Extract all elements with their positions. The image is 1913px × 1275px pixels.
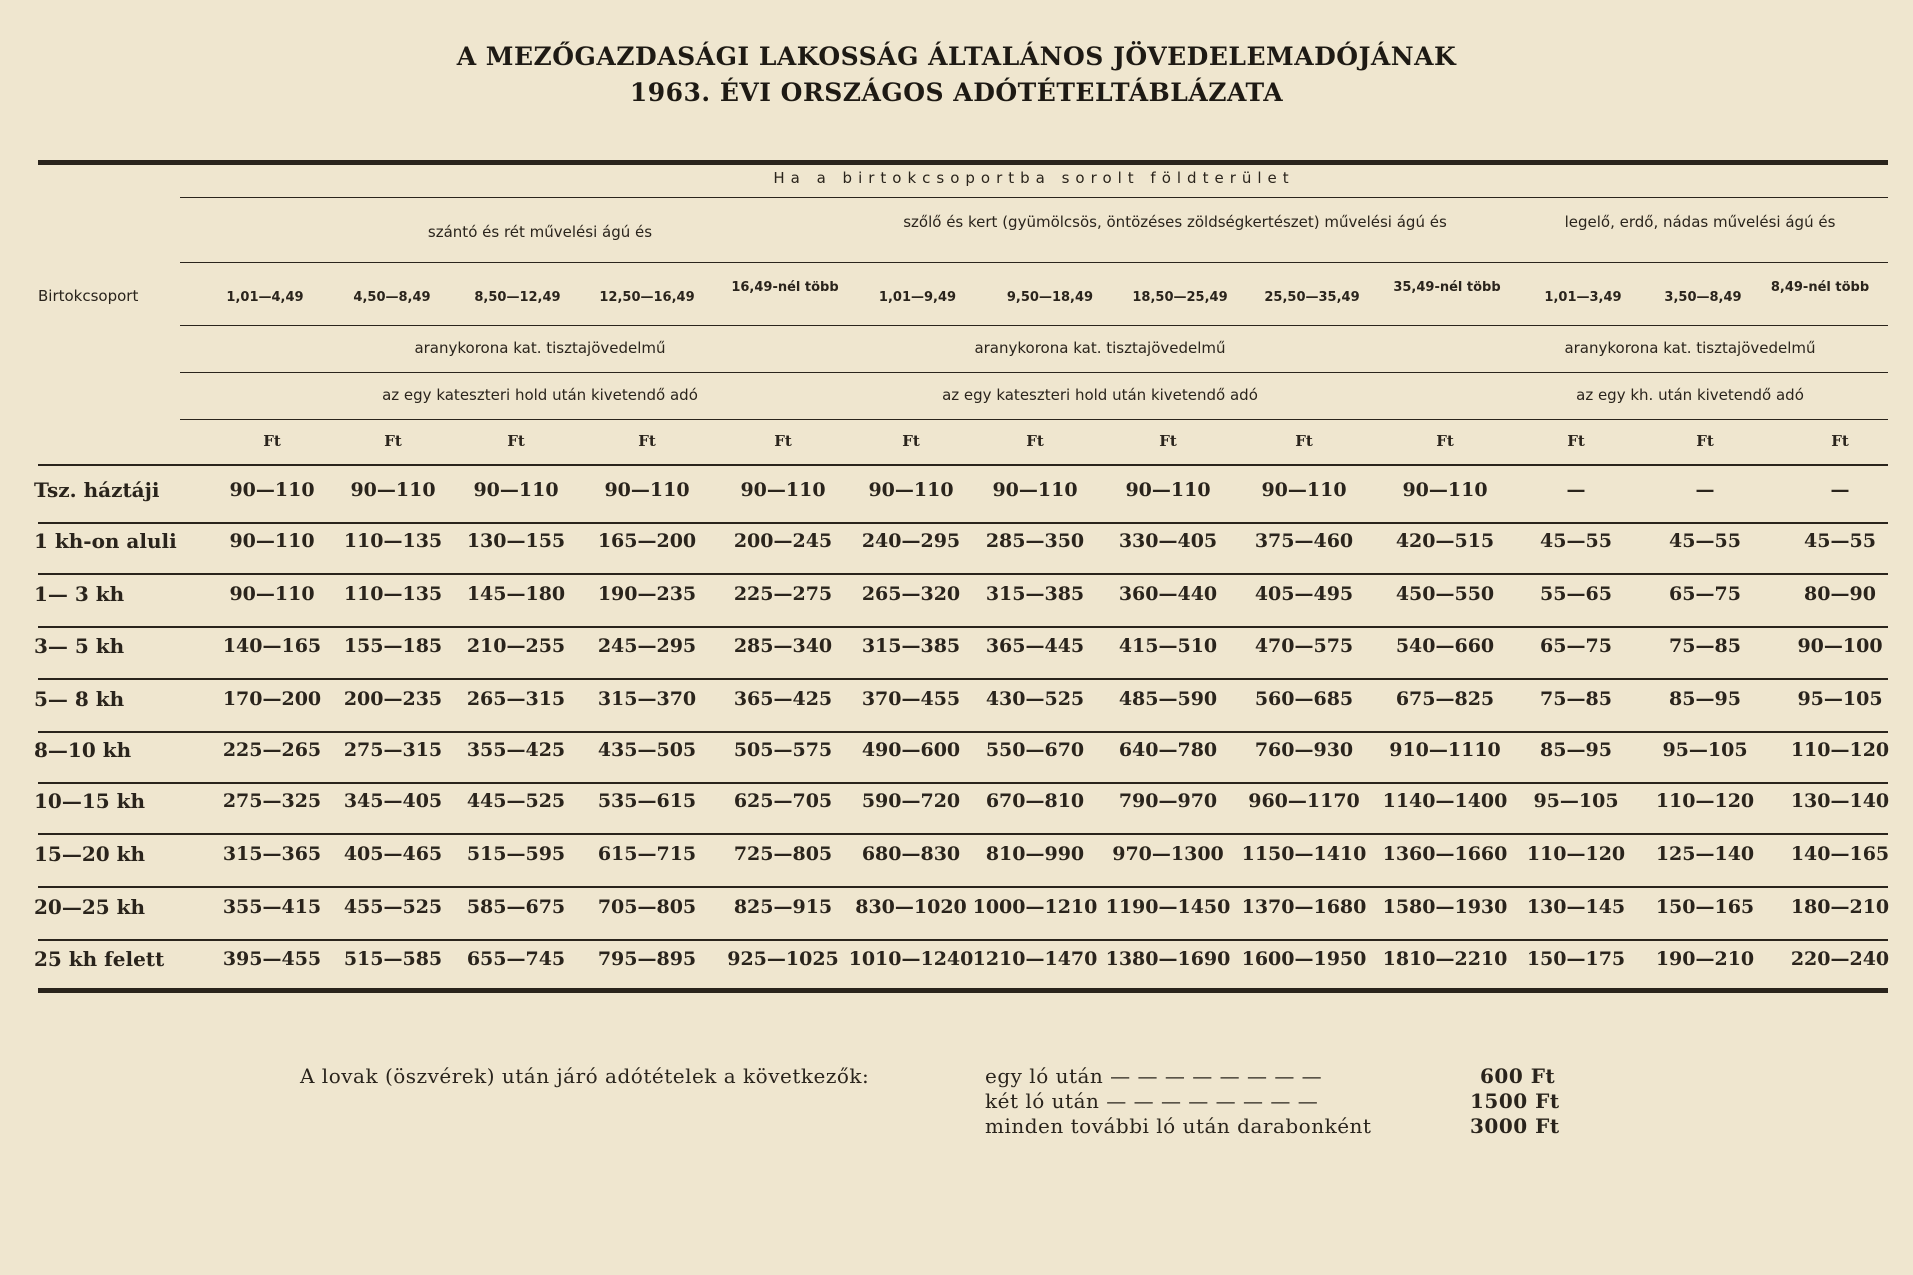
tax-rate-cell: 505—575 xyxy=(733,739,833,761)
horse-tax-amount-3: 3000 Ft xyxy=(1470,1114,1560,1138)
document-title-line-1: A MEZŐGAZDASÁGI LAKOSSÁG ÁLTALÁNOS JÖVEDELEMADÓJÁNAK xyxy=(456,42,1457,71)
range-header: 3,50—8,49 xyxy=(1664,290,1742,305)
tax-rate-cell: 640—780 xyxy=(1118,739,1218,761)
range-header: 4,50—8,49 xyxy=(353,290,431,305)
tax-rate-cell: 355—415 xyxy=(222,896,322,918)
row-separator xyxy=(38,731,1888,733)
range-header: 35,49-nél több xyxy=(1393,280,1501,295)
tax-rate-cell: 155—185 xyxy=(343,635,443,657)
tax-rate-cell: 970—1300 xyxy=(1112,843,1224,865)
tax-rate-cell: 245—295 xyxy=(597,635,697,657)
unit-header-ft: Ft xyxy=(1696,432,1714,450)
unit-header-ft: Ft xyxy=(507,432,525,450)
tax-rate-cell: 675—825 xyxy=(1395,688,1495,710)
tax-rate-cell: 90—110 xyxy=(868,479,954,501)
tax-rate-cell: 315—385 xyxy=(985,583,1085,605)
tax-rate-cell: 375—460 xyxy=(1254,530,1354,552)
tax-rate-cell: 455—525 xyxy=(343,896,443,918)
tax-rate-cell: 590—720 xyxy=(861,790,961,812)
group-label-arable: szántó és rét művelési ágú és xyxy=(427,223,653,241)
tax-rate-cell: 85—95 xyxy=(1540,739,1612,761)
tax-rate-cell: 360—440 xyxy=(1118,583,1218,605)
tax-rate-cell: 515—595 xyxy=(466,843,566,865)
tax-rate-cell: 315—365 xyxy=(222,843,322,865)
tax-rate-cell: 1370—1680 xyxy=(1241,896,1367,918)
tax-rate-cell: 810—990 xyxy=(985,843,1085,865)
tax-rate-cell: 45—55 xyxy=(1669,530,1741,552)
tax-rate-cell: 75—85 xyxy=(1540,688,1612,710)
range-header: 1,01—9,49 xyxy=(878,290,957,305)
income-label-arable: aranykorona kat. tisztajövedelmű xyxy=(414,339,666,357)
tax-rate-cell: 140—165 xyxy=(222,635,322,657)
tax-rate-cell: 140—165 xyxy=(1790,843,1890,865)
row-separator xyxy=(38,833,1888,835)
tax-rate-cell: 110—120 xyxy=(1790,739,1890,761)
tax-rate-cell: 760—930 xyxy=(1254,739,1354,761)
tax-rate-cell: 265—320 xyxy=(861,583,961,605)
tax-rate-cell: 1380—1690 xyxy=(1105,948,1231,970)
horse-tax-label-1: egy ló után — — — — — — — — xyxy=(985,1064,1323,1088)
tax-rate-cell: 395—455 xyxy=(222,948,322,970)
tax-rate-cell: 960—1170 xyxy=(1248,790,1360,812)
tax-rate-cell: 415—510 xyxy=(1118,635,1218,657)
tax-rate-cell: 1600—1950 xyxy=(1241,948,1367,970)
tax-rate-cell: 65—75 xyxy=(1669,583,1741,605)
tax-rate-cell: 45—55 xyxy=(1540,530,1612,552)
tax-rate-cell: — xyxy=(1830,479,1850,501)
unit-header-ft: Ft xyxy=(1831,432,1849,450)
tax-rate-cell: 315—385 xyxy=(861,635,961,657)
table-top-rule xyxy=(38,160,1888,165)
row-separator xyxy=(38,522,1888,524)
row-label: 10—15 kh xyxy=(34,789,146,813)
row-label: 3— 5 kh xyxy=(34,634,125,658)
tax-rate-cell: 200—235 xyxy=(343,688,443,710)
tax-rate-cell: 1810—2210 xyxy=(1382,948,1508,970)
tax-rate-cell: 435—505 xyxy=(597,739,697,761)
tax-rate-cell: 420—515 xyxy=(1395,530,1495,552)
tax-rate-cell: 725—805 xyxy=(733,843,833,865)
tax-rate-cell: 485—590 xyxy=(1118,688,1218,710)
tax-rate-cell: 90—110 xyxy=(740,479,826,501)
tax-label-arable: az egy kateszteri hold után kivetendő adó xyxy=(382,386,698,404)
tax-rate-cell: 150—175 xyxy=(1526,948,1626,970)
row-label: 15—20 kh xyxy=(34,842,146,866)
tax-rate-cell: 110—135 xyxy=(343,583,443,605)
tax-rate-cell: 515—585 xyxy=(343,948,443,970)
tax-rate-cell: 625—705 xyxy=(733,790,833,812)
header-rule-3 xyxy=(180,325,1888,326)
range-header: 1,01—3,49 xyxy=(1544,290,1622,305)
tax-rate-cell: 655—745 xyxy=(466,948,566,970)
tax-rate-cell: 1580—1930 xyxy=(1382,896,1508,918)
tax-rate-cell: 110—120 xyxy=(1526,843,1626,865)
tax-rate-cell: 90—110 xyxy=(1402,479,1488,501)
range-header: 16,49-nél több xyxy=(731,280,839,295)
header-rule-4 xyxy=(180,372,1888,373)
unit-header-ft: Ft xyxy=(902,432,920,450)
range-header: 8,49-nél több xyxy=(1770,280,1870,295)
tax-rate-cell: 365—425 xyxy=(733,688,833,710)
tax-rate-cell: 95—105 xyxy=(1662,739,1748,761)
row-label: 1 kh-on aluli xyxy=(34,529,177,553)
tax-rate-cell: 150—165 xyxy=(1655,896,1755,918)
tax-rate-cell: 85—95 xyxy=(1669,688,1741,710)
row-label: 20—25 kh xyxy=(34,895,146,919)
tax-rate-cell: 95—105 xyxy=(1533,790,1619,812)
unit-header-ft: Ft xyxy=(638,432,656,450)
tax-rate-cell: 910—1110 xyxy=(1389,739,1501,761)
unit-header-ft: Ft xyxy=(1026,432,1044,450)
tax-rate-cell: 1190—1450 xyxy=(1105,896,1231,918)
tax-rate-cell: — xyxy=(1695,479,1715,501)
unit-header-ft: Ft xyxy=(1436,432,1454,450)
tax-rate-cell: 285—340 xyxy=(733,635,833,657)
tax-rate-cell: 90—110 xyxy=(992,479,1078,501)
row-label: Tsz. háztáji xyxy=(34,478,160,502)
tax-rate-cell: 705—805 xyxy=(597,896,697,918)
range-header: 18,50—25,49 xyxy=(1132,290,1228,305)
tax-rate-cell: 355—425 xyxy=(466,739,566,761)
tax-rate-cell: 825—915 xyxy=(733,896,833,918)
tax-rate-cell: 470—575 xyxy=(1254,635,1354,657)
header-rule-2 xyxy=(180,262,1888,263)
header-rule-1 xyxy=(180,197,1888,198)
tax-rate-cell: 830—1020 xyxy=(855,896,967,918)
tax-rate-cell: 130—155 xyxy=(466,530,566,552)
tax-rate-cell: 1150—1410 xyxy=(1241,843,1367,865)
range-header: 25,50—35,49 xyxy=(1264,290,1360,305)
tax-label-vineyard: az egy kateszteri hold után kivetendő adó xyxy=(942,386,1258,404)
tax-rate-cell: 370—455 xyxy=(861,688,961,710)
row-separator xyxy=(38,886,1888,888)
tax-rate-cell: 790—970 xyxy=(1118,790,1218,812)
unit-header-ft: Ft xyxy=(384,432,402,450)
document-title-line-2: 1963. ÉVI ORSZÁGOS ADÓTÉTELTÁBLÁZATA xyxy=(629,78,1284,107)
tax-rate-cell: 240—295 xyxy=(861,530,961,552)
tax-rate-cell: 550—670 xyxy=(985,739,1085,761)
tax-rate-cell: 450—550 xyxy=(1395,583,1495,605)
row-separator xyxy=(38,939,1888,941)
horse-tax-intro: A lovak (öszvérek) után járó adótételek a következők: xyxy=(300,1064,870,1088)
tax-rate-cell: 670—810 xyxy=(985,790,1085,812)
tax-rate-cell: 90—110 xyxy=(229,479,315,501)
land-area-header: Ha a birtokcsoportba sorolt földterület xyxy=(773,169,1295,187)
row-header-landholding: Birtokcsoport xyxy=(38,287,139,305)
tax-rate-cell: 795—895 xyxy=(597,948,697,970)
tax-rate-cell: — xyxy=(1566,479,1586,501)
tax-rate-cell: 90—110 xyxy=(473,479,559,501)
row-separator xyxy=(38,678,1888,680)
tax-rate-cell: 90—110 xyxy=(1261,479,1347,501)
tax-rate-cell: 490—600 xyxy=(861,739,961,761)
tax-rate-cell: 1140—1400 xyxy=(1382,790,1508,812)
tax-rate-cell: 200—245 xyxy=(733,530,833,552)
tax-rate-cell: 1210—1470 xyxy=(972,948,1098,970)
tax-rate-cell: 265—315 xyxy=(466,688,566,710)
tax-label-pasture: az egy kh. után kivetendő adó xyxy=(1576,386,1804,404)
tax-rate-cell: 225—265 xyxy=(222,739,322,761)
table-bottom-rule xyxy=(38,988,1888,993)
tax-rate-cell: 220—240 xyxy=(1790,948,1890,970)
tax-rate-cell: 535—615 xyxy=(597,790,697,812)
tax-rate-cell: 615—715 xyxy=(597,843,697,865)
tax-rate-cell: 90—110 xyxy=(229,530,315,552)
row-separator xyxy=(38,782,1888,784)
tax-rate-cell: 210—255 xyxy=(466,635,566,657)
tax-rate-cell: 90—110 xyxy=(350,479,436,501)
tax-rate-cell: 560—685 xyxy=(1254,688,1354,710)
horse-tax-label-3: minden további ló után darabonként xyxy=(985,1114,1372,1138)
tax-rate-cell: 110—135 xyxy=(343,530,443,552)
tax-rate-cell: 145—180 xyxy=(466,583,566,605)
tax-rate-cell: 110—120 xyxy=(1655,790,1755,812)
tax-rate-cell: 95—105 xyxy=(1797,688,1883,710)
tax-rate-cell: 345—405 xyxy=(343,790,443,812)
row-separator xyxy=(38,573,1888,575)
horse-tax-label-2: két ló után — — — — — — — — xyxy=(985,1089,1319,1113)
tax-rate-cell: 540—660 xyxy=(1395,635,1495,657)
group-label-vineyard: szőlő és kert (gyümölcsös, öntözéses zöldségkertészet) művelési ágú és xyxy=(903,213,1447,231)
tax-rate-cell: 275—325 xyxy=(222,790,322,812)
row-separator xyxy=(38,626,1888,628)
tax-rate-cell: 315—370 xyxy=(597,688,697,710)
unit-header-ft: Ft xyxy=(1567,432,1585,450)
horse-tax-amount-1: 600 Ft xyxy=(1480,1064,1556,1088)
tax-rate-cell: 45—55 xyxy=(1804,530,1876,552)
horse-tax-amount-2: 1500 Ft xyxy=(1470,1089,1560,1113)
group-label-pasture: legelő, erdő, nádas művelési ágú és xyxy=(1564,213,1836,231)
tax-rate-cell: 680—830 xyxy=(861,843,961,865)
tax-rate-cell: 405—495 xyxy=(1254,583,1354,605)
tax-rate-cell: 90—110 xyxy=(1125,479,1211,501)
range-header: 12,50—16,49 xyxy=(599,290,695,305)
tax-rate-cell: 1000—1210 xyxy=(972,896,1098,918)
tax-rate-cell: 170—200 xyxy=(222,688,322,710)
tax-rate-cell: 65—75 xyxy=(1540,635,1612,657)
tax-rate-cell: 190—210 xyxy=(1655,948,1755,970)
tax-rate-cell: 285—350 xyxy=(985,530,1085,552)
unit-header-ft: Ft xyxy=(1295,432,1313,450)
tax-rate-cell: 585—675 xyxy=(466,896,566,918)
income-label-vineyard: aranykorona kat. tisztajövedelmű xyxy=(974,339,1226,357)
tax-rate-cell: 130—140 xyxy=(1790,790,1890,812)
tax-rate-cell: 55—65 xyxy=(1540,583,1612,605)
tax-rate-cell: 430—525 xyxy=(985,688,1085,710)
tax-rate-cell: 405—465 xyxy=(343,843,443,865)
row-label: 25 kh felett xyxy=(34,947,165,971)
tax-rate-cell: 445—525 xyxy=(466,790,566,812)
row-label: 8—10 kh xyxy=(34,738,132,762)
unit-header-ft: Ft xyxy=(263,432,281,450)
header-rule-5 xyxy=(180,419,1888,420)
tax-rate-cell: 80—90 xyxy=(1804,583,1876,605)
tax-rate-cell: 365—445 xyxy=(985,635,1085,657)
income-label-pasture: aranykorona kat. tisztajövedelmű xyxy=(1564,339,1816,357)
range-header: 9,50—18,49 xyxy=(1006,290,1094,305)
row-label: 5— 8 kh xyxy=(34,687,125,711)
tax-rate-cell: 225—275 xyxy=(733,583,833,605)
tax-rate-cell: 330—405 xyxy=(1118,530,1218,552)
tax-rate-cell: 90—100 xyxy=(1797,635,1883,657)
tax-rate-cell: 130—145 xyxy=(1526,896,1626,918)
tax-rate-cell: 925—1025 xyxy=(727,948,839,970)
tax-rate-cell: 165—200 xyxy=(597,530,697,552)
tax-rate-cell: 180—210 xyxy=(1790,896,1890,918)
range-header: 8,50—12,49 xyxy=(474,290,561,305)
range-header: 1,01—4,49 xyxy=(226,290,304,305)
header-bottom-rule xyxy=(38,464,1888,466)
tax-rate-cell: 275—315 xyxy=(343,739,443,761)
row-label: 1— 3 kh xyxy=(34,582,125,606)
tax-rate-cell: 190—235 xyxy=(597,583,697,605)
tax-rate-cell: 90—110 xyxy=(229,583,315,605)
unit-header-ft: Ft xyxy=(774,432,792,450)
tax-rate-cell: 125—140 xyxy=(1655,843,1755,865)
tax-rate-cell: 1010—1240 xyxy=(848,948,974,970)
unit-header-ft: Ft xyxy=(1159,432,1177,450)
tax-rate-cell: 1360—1660 xyxy=(1382,843,1508,865)
tax-rate-cell: 75—85 xyxy=(1669,635,1741,657)
tax-rate-cell: 90—110 xyxy=(604,479,690,501)
